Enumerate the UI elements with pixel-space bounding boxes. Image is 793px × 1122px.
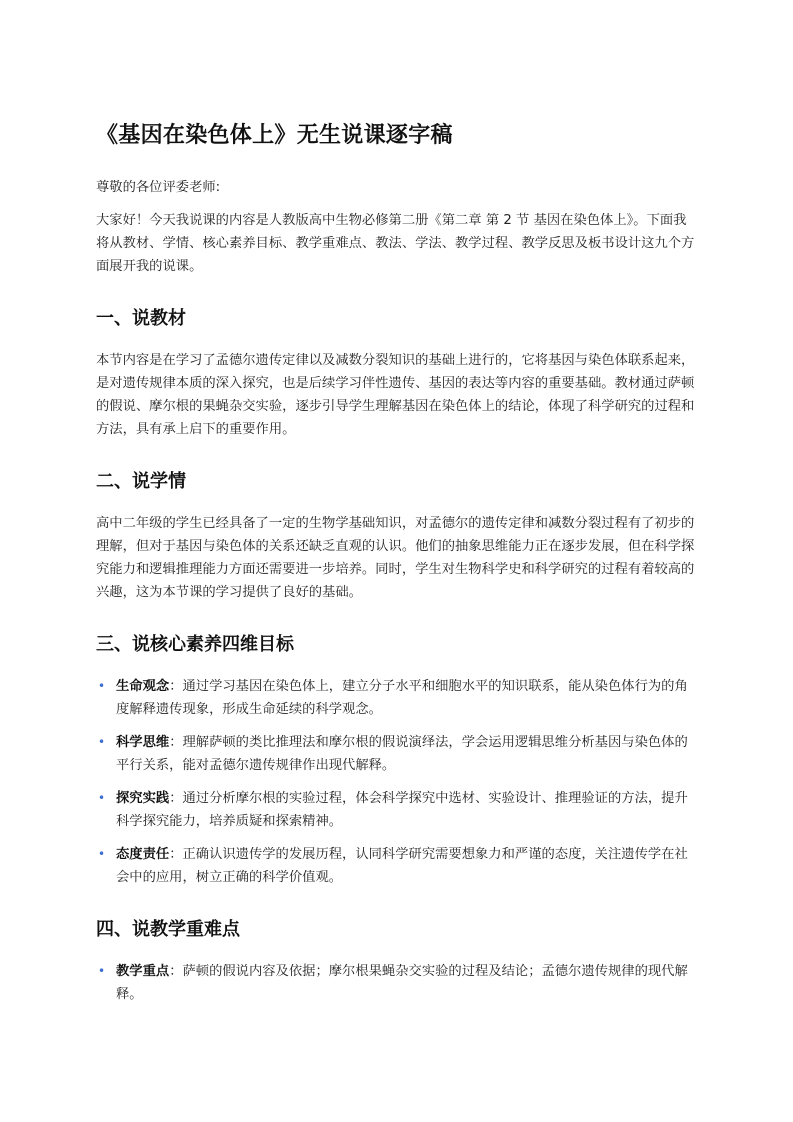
list-item-text: 正确认识遗传学的发展历程，认同科学研究需要想象力和严谨的态度，关注遗传学在社会中的应用，树立正确的科学价值观。 (116, 847, 688, 885)
list-item-term: 探究实践 (116, 791, 170, 806)
list-item-colon: ： (169, 679, 183, 694)
list-item-colon: ： (169, 735, 183, 750)
bullet-icon: • (98, 679, 106, 693)
section-heading-goals: 三、说核心素养四维目标 (96, 634, 294, 655)
bullet-icon: • (98, 791, 106, 805)
section-heading-students: 二、说学情 (96, 471, 186, 492)
intro-paragraph: 大家好！今天我说课的内容是人教版高中生物必修第二册《第二章 第 2 节 基因在染色体上》。下面我将从教材、学情、核心素养目标、教学重难点、教法、学法、教学过程、教学反思及板书设计这九个方面展开我的说课。 (96, 213, 695, 274)
list-item (96, 787, 697, 833)
list-item (96, 675, 697, 721)
list-item-text: 通过学习基因在染色体上，建立分子水平和细胞水平的知识联系，能从染色体行为的角度解释遗传现象，形成生命延续的科学观念。 (116, 679, 688, 717)
list-item-text: 理解萨顿的类比推理法和摩尔根的假说演绎法，学会运用逻辑思维分析基因与染色体的平行关系，能对孟德尔遗传规律作出现代解释。 (116, 735, 688, 773)
list-item (96, 843, 697, 889)
list-item-colon: ： (169, 847, 183, 862)
section-text-students: 高中二年级的学生已经具备了一定的生物学基础知识，对孟德尔的遗传定律和减数分裂过程有了初步的理解，但对于基因与染色体的关系还缺乏直观的认识。他们的抽象思维能力正在逐步发展，但在科学探究能力和逻辑推理能力方面还需要进一步培养。同时，学生对生物科学史和科学研究的过程有着较高的兴趣，这为本节课的学习提供了良好的基础。 (96, 516, 695, 600)
list-item (96, 731, 697, 777)
goals-list (96, 675, 697, 889)
section-heading-key-points: 四、说教学重难点 (96, 919, 240, 940)
document-title: 《基因在染色体上》无生说课逐字稿 (96, 123, 453, 148)
list-item-term: 教学重点 (116, 964, 170, 979)
list-item-colon: ： (169, 791, 183, 806)
bullet-icon: • (98, 847, 106, 861)
list-item-term: 态度责任 (116, 847, 170, 862)
list-item-colon: ： (169, 964, 183, 979)
bullet-icon: • (98, 964, 106, 978)
list-item-text: 萨顿的假说内容及依据；摩尔根果蝇杂交实验的过程及结论；孟德尔遗传规律的现代解释。 (116, 964, 688, 1002)
list-item-text: 通过分析摩尔根的实验过程，体会科学探究中选材、实验设计、推理验证的方法，提升科学探究能力，培养质疑和探索精神。 (116, 791, 688, 829)
greeting: 尊敬的各位评委老师: (96, 180, 221, 195)
key-points-list (96, 960, 697, 1006)
list-item (96, 960, 697, 1006)
list-item-term: 科学思维 (116, 735, 170, 750)
bullet-icon: • (98, 735, 106, 749)
list-item-term: 生命观念 (116, 679, 170, 694)
section-heading-textbook: 一、说教材 (96, 308, 186, 329)
section-text-textbook: 本节内容是在学习了孟德尔遗传定律以及减数分裂知识的基础上进行的，它将基因与染色体联系起来，是对遗传规律本质的深入探究，也是后续学习伴性遗传、基因的表达等内容的重要基础。教材通过萨顿的假说、摩尔根的果蝇杂交实验，逐步引导学生理解基因在染色体上的结论，体现了科学研究的过程和方法，具有承上启下的重要作用。 (96, 353, 695, 437)
